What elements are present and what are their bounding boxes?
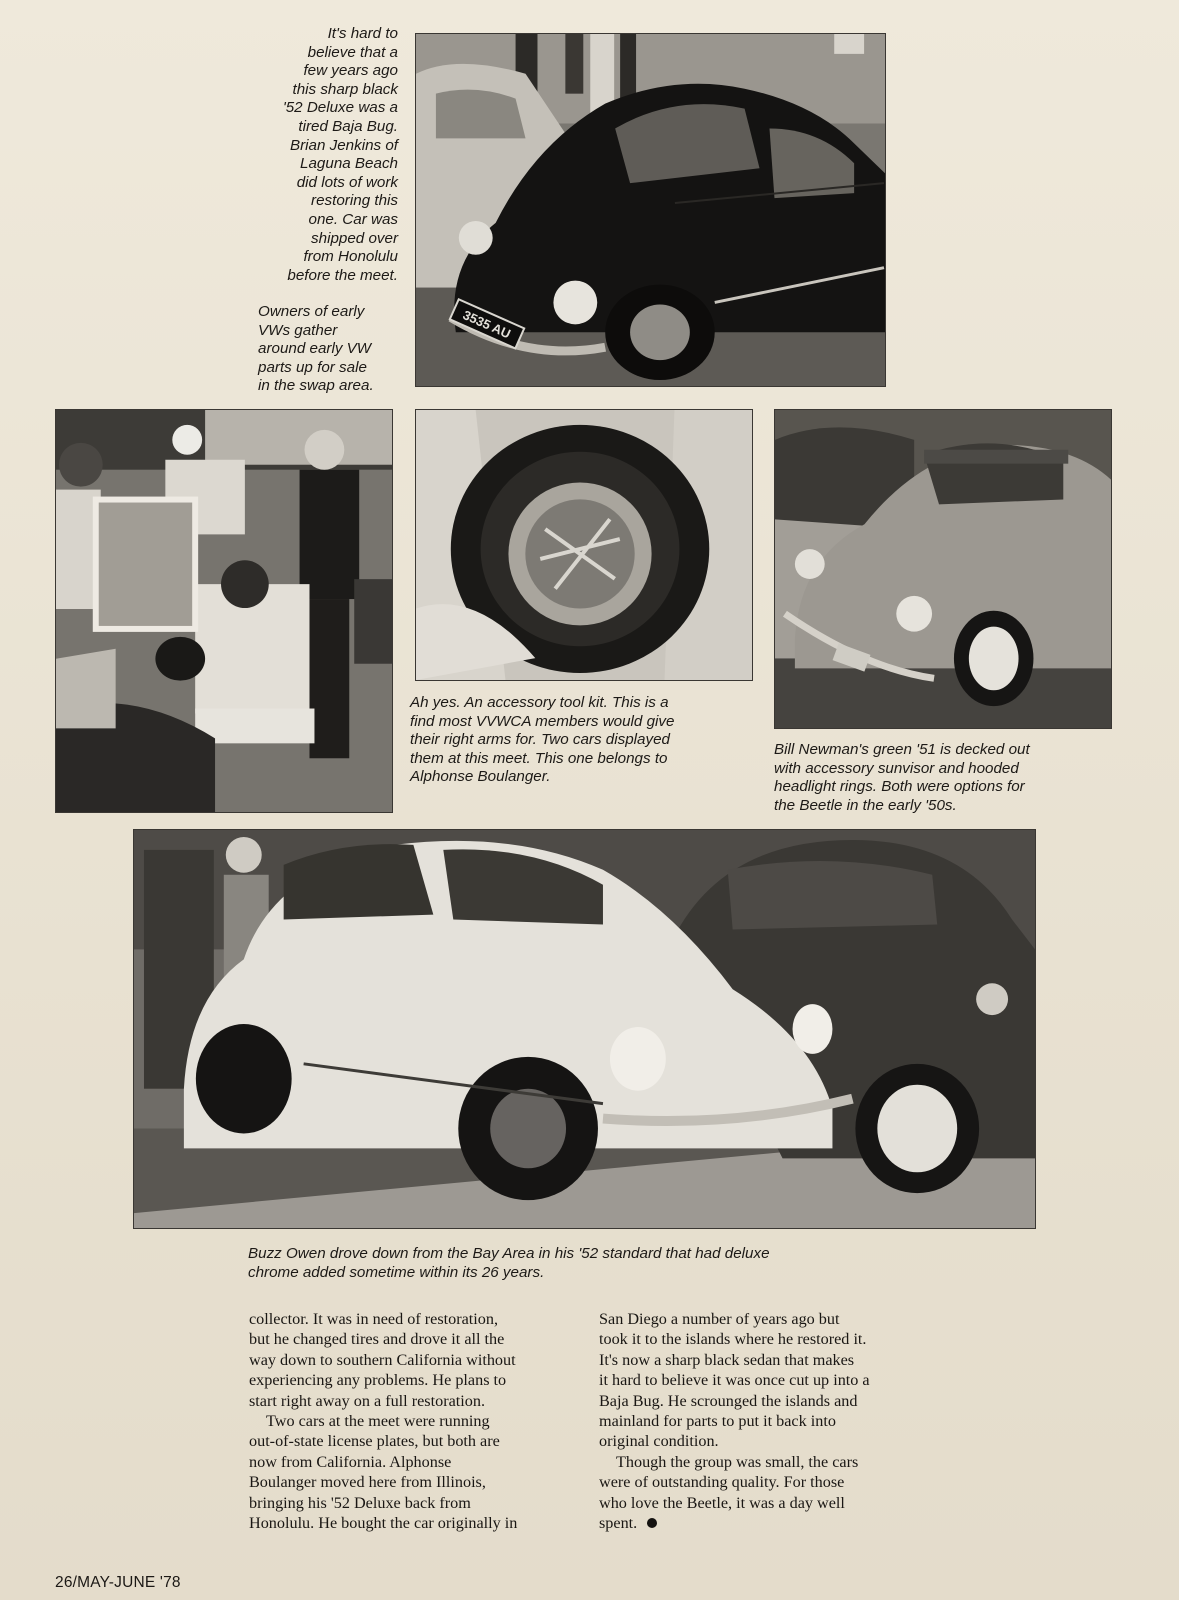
article-line: Though the group was small, the cars bbox=[616, 1452, 859, 1471]
caption-green-51 bbox=[774, 741, 1114, 815]
article-line: Honolulu. He bought the car originally in bbox=[249, 1514, 518, 1533]
article-line: it hard to believe it was once cut up into a bbox=[599, 1371, 870, 1390]
caption-line: this sharp black bbox=[292, 80, 398, 98]
caption-line: few years ago bbox=[303, 62, 398, 80]
photo-accessory-tool-kit bbox=[415, 409, 753, 681]
photo-green-51 bbox=[774, 409, 1112, 729]
caption-line: the Beetle in the early '50s. bbox=[774, 796, 957, 814]
caption-line: '52 Deluxe was a bbox=[282, 99, 398, 117]
caption-line: them at this meet. This one belongs to bbox=[410, 749, 668, 767]
article-line: bringing his '52 Deluxe back from bbox=[249, 1493, 471, 1512]
photo-buzz-owen-52-standard bbox=[133, 829, 1036, 1229]
article-paragraph bbox=[599, 1452, 939, 1534]
caption-line: did lots of work bbox=[296, 173, 398, 191]
caption-line: one. Car was bbox=[308, 210, 398, 228]
caption-line: Laguna Beach bbox=[300, 155, 398, 173]
article-line: start right away on a full restoration. bbox=[249, 1391, 485, 1410]
article-line: were of outstanding quality. For those bbox=[599, 1473, 845, 1492]
caption-black-52-deluxe bbox=[228, 25, 398, 285]
page-folio: 26/MAY-JUNE '78 bbox=[55, 1574, 181, 1591]
article-line: mainland for parts to put it back into bbox=[599, 1412, 836, 1431]
license-plate-text: 3535 AU bbox=[460, 307, 513, 342]
caption-line: before the meet. bbox=[287, 266, 398, 284]
article-line: but he changed tires and drove it all the bbox=[249, 1330, 505, 1349]
caption-line: headlight rings. Both were options for bbox=[774, 778, 1025, 796]
article-line: Two cars at the meet were running bbox=[266, 1412, 490, 1431]
caption-swap-area bbox=[258, 303, 408, 396]
article-line: Boulanger moved here from Illinois, bbox=[249, 1473, 486, 1492]
caption-line: shipped over bbox=[311, 229, 398, 247]
caption-line: Brian Jenkins of bbox=[289, 136, 398, 154]
article-paragraph bbox=[249, 1411, 589, 1533]
caption-line: their right arms for. Two cars displayed bbox=[410, 731, 670, 749]
caption-line: restoring this bbox=[311, 192, 398, 210]
caption-line: find most VVWCA members would give bbox=[410, 712, 675, 730]
photo-black-52-deluxe bbox=[415, 33, 886, 387]
caption-line: Alphonse Boulanger. bbox=[410, 768, 551, 786]
caption-line: tired Baja Bug. bbox=[298, 117, 398, 135]
photo-swap-area bbox=[55, 409, 393, 813]
article-line: out-of-state license plates, but both are bbox=[249, 1432, 500, 1451]
article-column-2 bbox=[599, 1309, 939, 1533]
end-mark-bullet-icon bbox=[647, 1518, 657, 1528]
caption-line: chrome added sometime within its 26 years. bbox=[248, 1263, 545, 1281]
article-line: took it to the islands where he restored it. bbox=[599, 1330, 867, 1349]
article-line: way down to southern California without bbox=[249, 1350, 516, 1369]
article-line: now from California. Alphonse bbox=[249, 1452, 452, 1471]
article-paragraph bbox=[249, 1309, 589, 1411]
article-column-1 bbox=[249, 1309, 589, 1533]
article-line: It's now a sharp black sedan that makes bbox=[599, 1350, 855, 1369]
caption-tool-kit bbox=[410, 694, 760, 787]
article-line: experiencing any problems. He plans to bbox=[249, 1371, 507, 1390]
caption-line: It's hard to bbox=[327, 25, 398, 42]
caption-line: around early VW bbox=[258, 340, 372, 358]
caption-line: Ah yes. An accessory tool kit. This is a bbox=[410, 694, 669, 711]
article-line: original condition. bbox=[599, 1432, 719, 1451]
caption-line: with accessory sunvisor and hooded bbox=[774, 759, 1019, 777]
article-line: collector. It was in need of restoration, bbox=[249, 1310, 499, 1328]
article-line: spent. bbox=[599, 1514, 638, 1533]
article-paragraph bbox=[599, 1309, 939, 1452]
caption-line: in the swap area. bbox=[258, 377, 374, 395]
caption-line: parts up for sale bbox=[258, 358, 367, 376]
article-line: San Diego a number of years ago but bbox=[599, 1310, 840, 1328]
caption-buzz-owen bbox=[248, 1245, 968, 1282]
caption-line: VWs gather bbox=[258, 321, 338, 339]
caption-line: from Honolulu bbox=[303, 248, 398, 266]
article-line: Baja Bug. He scrounged the islands and bbox=[599, 1391, 858, 1410]
caption-line: Bill Newman's green '51 is decked out bbox=[774, 741, 1030, 758]
caption-line: Owners of early bbox=[258, 303, 365, 320]
article-line: who love the Beetle, it was a day well bbox=[599, 1493, 845, 1512]
caption-line: Buzz Owen drove down from the Bay Area in his '52 standard that had deluxe bbox=[248, 1245, 770, 1262]
caption-line: believe that a bbox=[307, 43, 398, 61]
